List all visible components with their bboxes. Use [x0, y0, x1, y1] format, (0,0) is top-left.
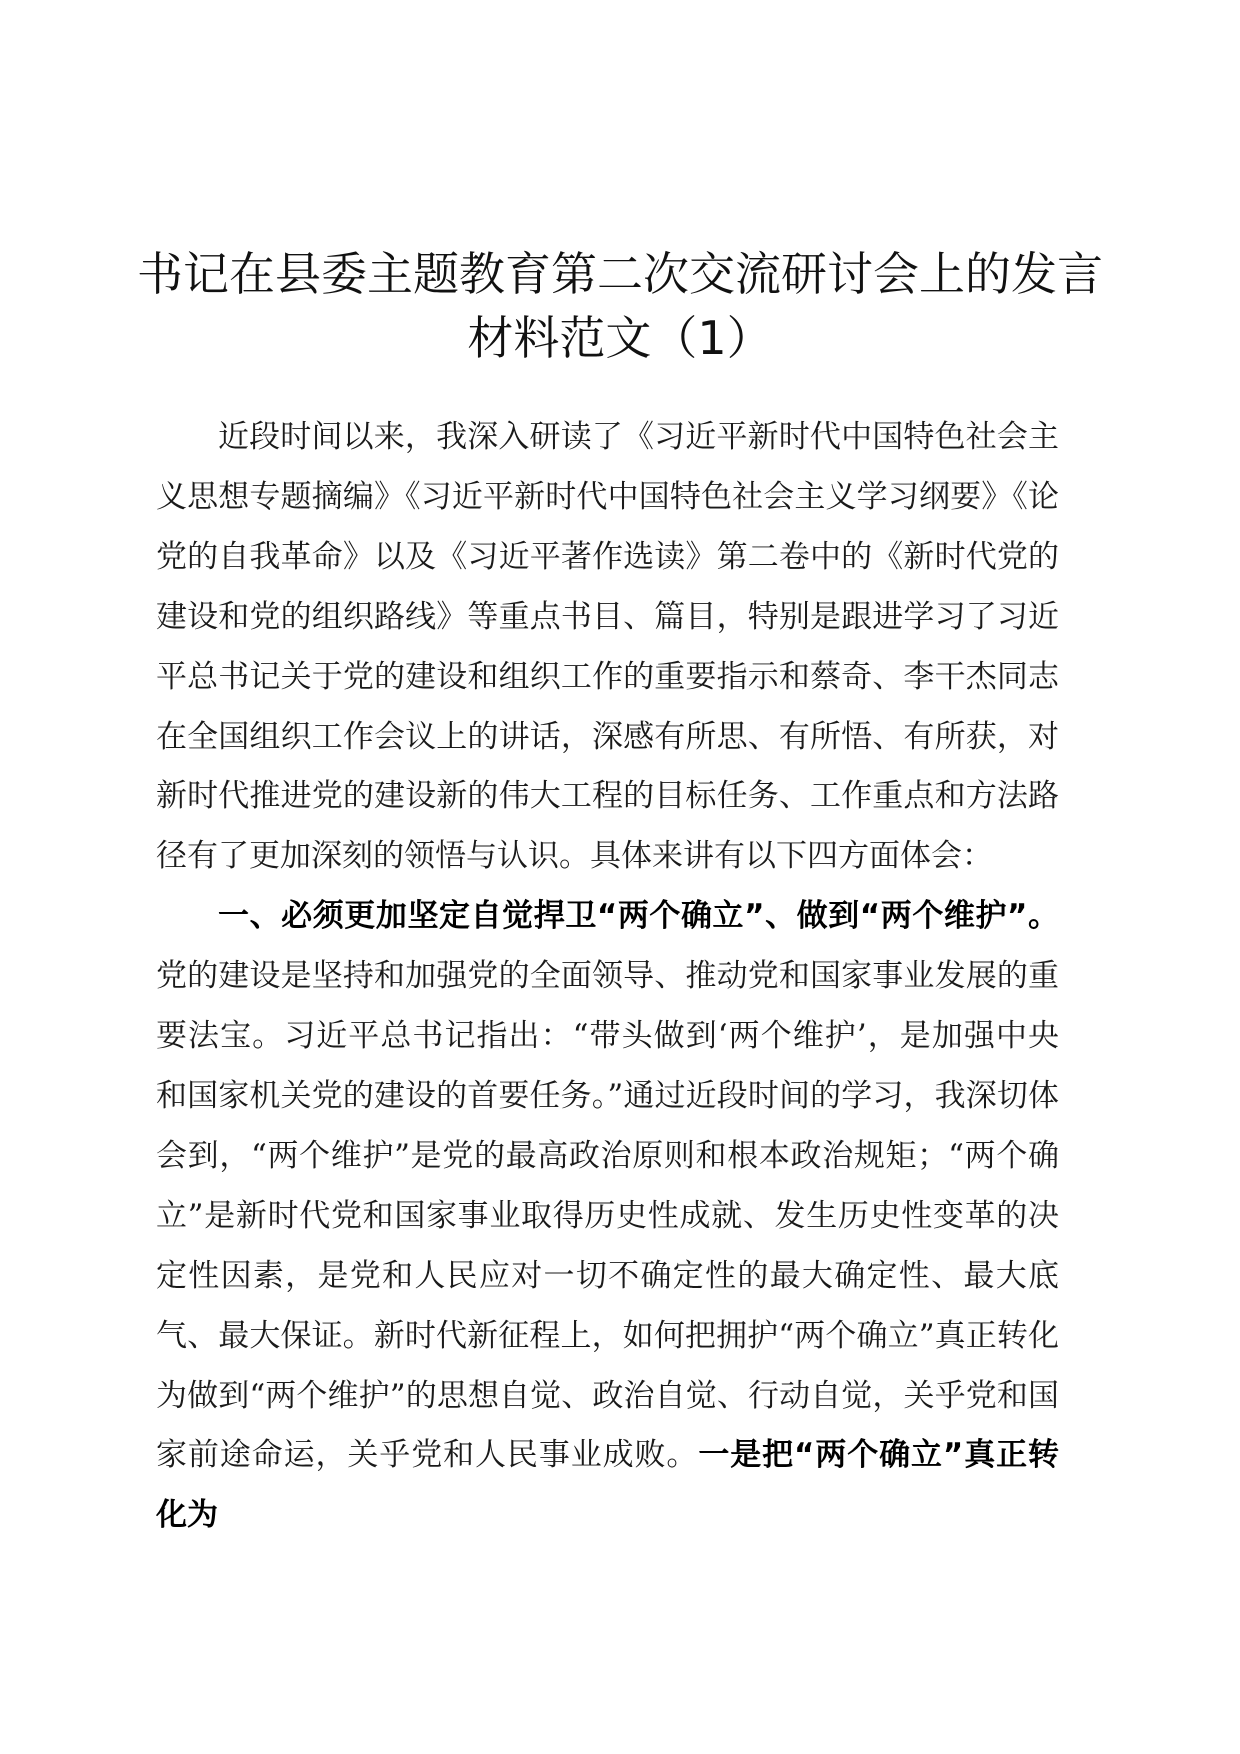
section-one-subpoint-lead: 一是把“两个确立”真正转化为: [156, 1437, 1060, 1534]
section-one-text: 党的建设是坚持和加强党的全面领导、推动党和国家事业发展的重要法宝。习近平总书记指出：“带头做到‘两个维护’，是加强中央和国家机关党的建设的首要任务。”通过近段时间的学习，我深切体会到，“两个维护”是党的最高政治原则和根本政治规矩；“两个确立”是新时代党和国家事业取得历史性成就、发生历史性变革的决定性因素，是党和人民应对一切不确定性的最大确定性、最大底气、最大保证。新时代新征程上，如何把拥护“两个确立”真正转化为做到“两个维护”的思想自觉、政治自觉、行动自觉，关乎党和国家前途命运，关乎党和人民事业成败。: [156, 958, 1059, 1474]
document-title: 书记在县委主题教育第二次交流研讨会上的发言材料范文（1）: [137, 247, 1103, 365]
section-one-paragraph: [156, 887, 1059, 1546]
document-body: [156, 408, 1059, 1546]
section-one-heading: 一、必须更加坚定自觉捍卫“两个确立”、做到“两个维护”。: [218, 898, 1059, 935]
intro-paragraph-text: 近段时间以来，我深入研读了《习近平新时代中国特色社会主义思想专题摘编》《习近平新时代中国特色社会主义学习纲要》《论党的自我革命》以及《习近平著作选读》第二卷中的《新时代党的建设和党的组织路线》等重点书目、篇目，特别是跟进学习了习近平总书记关于党的建设和组织工作的重要指示和蔡奇、李干杰同志在全国组织工作会议上的讲话，深感有所思、有所悟、有所获，对新时代推进党的建设新的伟大工程的目标任务、工作重点和方法路径有了更加深刻的领悟与认识。具体来讲有以下四方面体会：: [156, 419, 1059, 875]
intro-paragraph: [156, 408, 1059, 887]
